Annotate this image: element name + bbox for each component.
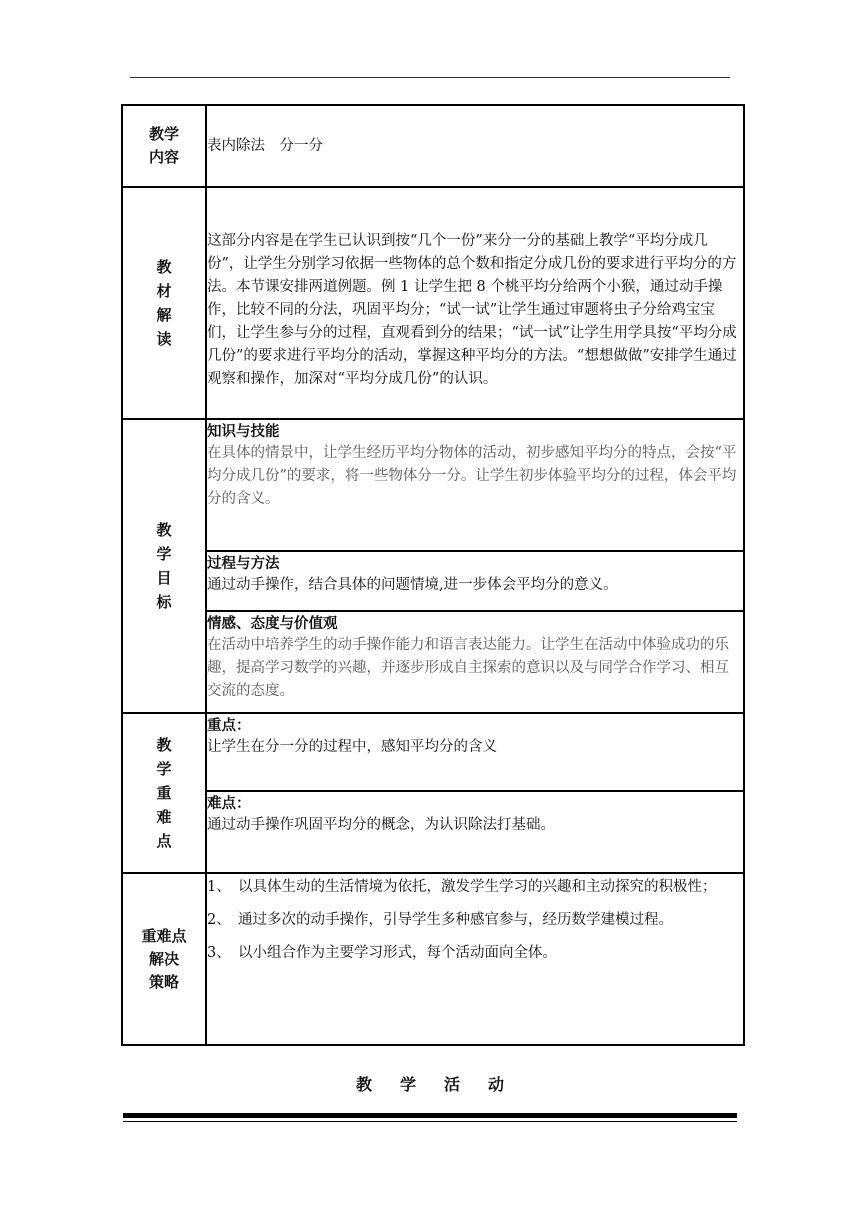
activity-title [0, 1072, 860, 1095]
activity-title-char: 教 [355, 1075, 372, 1094]
emotion-values-title: 情感、态度与价值观 [207, 616, 338, 632]
difficult-point-cell [206, 791, 744, 873]
label-textbook-analysis: 教材解读 [122, 187, 206, 419]
header-rule [130, 77, 730, 78]
row-textbook-analysis [122, 187, 744, 419]
emotion-values-text: 在活动中培养学生的动手操作能力和语言表达能力。让学生在活动中体验成功的乐趣，提高学习数学的兴趣，并逐步形成自主探索的意识以及与同学合作学习、相互交流的态度。 [207, 637, 729, 699]
footer-rule-thin [123, 1121, 737, 1122]
label-teaching-content: 教学内容 [122, 105, 206, 187]
label-strategy [122, 873, 206, 1045]
label-strategy-line2: 解决 [148, 949, 179, 968]
strategy-item: 2、 通过多次的动手操作，引导学生多种感官参与，经历数学建模过程。 [207, 912, 673, 928]
label-key-difficult-points: 教学重难点 [122, 713, 206, 873]
footer-rule-thick [123, 1113, 737, 1118]
row-difficult-point [122, 791, 744, 873]
process-methods-title: 过程与方法 [207, 556, 280, 572]
key-point-text: 让学生在分一分的过程中，感知平均分的含义 [207, 739, 497, 755]
difficult-point-title: 难点： [207, 796, 251, 812]
knowledge-skills-text: 在具体的情景中，让学生经历平均分物体的活动，初步感知平均分的特点，会按“平均分成几份”的要求，将一些物体分一分。让学生初步体验平均分的过程，体会平均分的含义。 [207, 445, 737, 507]
label-teaching-goals: 教学目标 [122, 419, 206, 713]
key-point-title: 重点： [207, 718, 251, 734]
lesson-plan-table [121, 104, 745, 1046]
strategy-item: 1、 以具体生动的生活情境为依托，激发学生学习的兴趣和主动探究的积极性； [207, 879, 717, 895]
activity-title-char: 活 [444, 1075, 461, 1094]
activity-title-char: 学 [399, 1075, 416, 1094]
emotion-values-cell [206, 611, 744, 713]
knowledge-skills-title: 知识与技能 [207, 424, 280, 440]
row-strategy [122, 873, 744, 1045]
activity-title-char: 动 [488, 1075, 505, 1094]
teaching-content-text: 表内除法 分一分 [206, 105, 744, 187]
row-teaching-content [122, 105, 744, 187]
row-key-point [122, 713, 744, 791]
row-process-methods [122, 551, 744, 611]
row-emotion-values [122, 611, 744, 713]
label-strategy-line3: 策略 [148, 972, 179, 991]
strategy-cell [206, 873, 744, 1045]
textbook-analysis-text: 这部分内容是在学生已认识到按“几个一份”来分一分的基础上教学“平均分成几份”，让学生分别学习依据一些物体的总个数和指定分成几份的要求进行平均分的方法。本节课安排两道例题。例 1 让学生把 8 个桃平均分给两个小猴，通过动手操作，比较不同的分法，巩固平均分；“试一试”让学生通过审题将虫子分给鸡宝宝们，让学生参与分的过程，直观看到分的结果；“试一试”让学生用学具按“平均分成几份”的要求进行平均分的活动，掌握这种平均分的方法。“想想做做”安排学生通过观察和操作，加深对“平均分成几份”的认识。 [206, 187, 744, 419]
row-knowledge-skills [122, 419, 744, 551]
difficult-point-text: 通过动手操作巩固平均分的概念，为认识除法打基础。 [207, 817, 555, 833]
key-point-cell [206, 713, 744, 791]
label-strategy-line1: 重难点 [141, 926, 187, 945]
process-methods-cell [206, 551, 744, 611]
knowledge-skills-cell [206, 419, 744, 551]
strategy-item: 3、 以小组合作为主要学习形式，每个活动面向全体。 [207, 945, 557, 961]
process-methods-text: 通过动手操作，结合具体的问题情境,进一步体会平均分的意义。 [207, 577, 618, 593]
